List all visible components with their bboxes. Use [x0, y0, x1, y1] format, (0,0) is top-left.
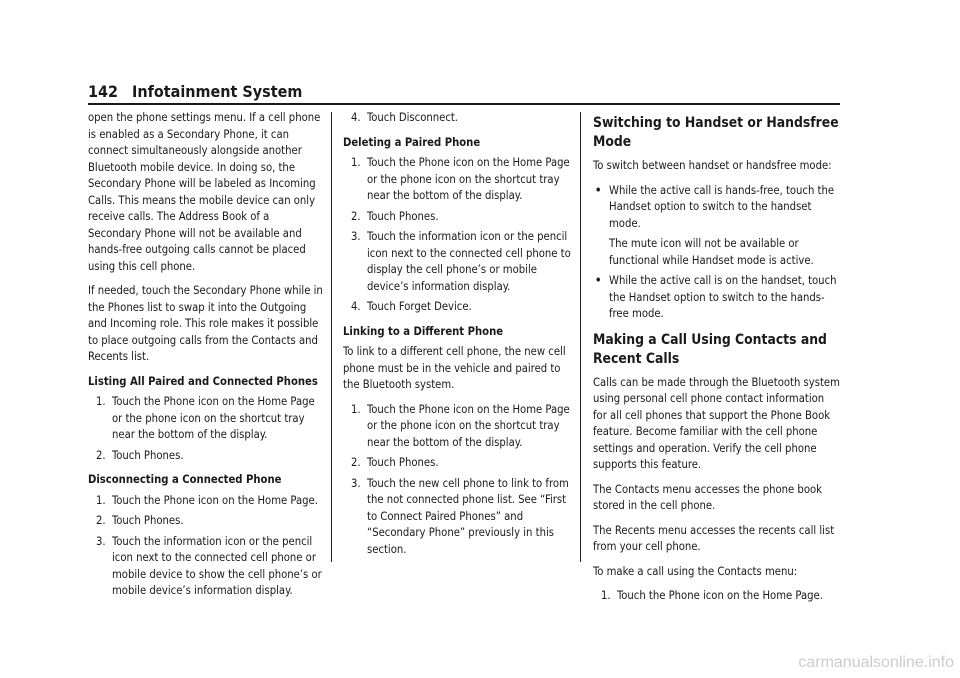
step-text: Touch the Phone icon on the Home Page.	[617, 589, 823, 602]
list-item	[343, 476, 579, 559]
step-text: Touch the new cell phone to link to from the not connected phone list. See “First to Connect Paired Phones” and “Secondary Phone” previously in this section.	[367, 476, 569, 556]
list-item	[88, 448, 324, 465]
list-item	[343, 110, 579, 127]
step-number: 1.	[351, 402, 361, 416]
step-list	[343, 110, 579, 127]
column-divider	[580, 112, 581, 562]
step-number: 1.	[96, 493, 106, 507]
step-number: 4.	[351, 300, 361, 313]
step-number: 1.	[351, 156, 361, 169]
watermark-link[interactable]: carmanualsonline.info	[798, 654, 954, 671]
paragraph: To switch between handset or handsfree mode:	[593, 159, 832, 172]
bullet-text: While the active call is hands-free, touch the Handset option to switch to the handset mode.	[609, 183, 835, 230]
section-heading: Switching to Handset or Handsfree Mode	[593, 115, 839, 150]
list-item	[343, 209, 579, 226]
step-list	[88, 493, 324, 600]
step-text: Touch Phones.	[367, 209, 439, 223]
step-text: Touch Phones.	[367, 456, 439, 469]
paragraph: To make a call using the Contacts menu:	[593, 564, 798, 578]
bullet-note: The mute icon will not be available or functional while Handset mode is active.	[609, 237, 814, 267]
list-item	[343, 299, 579, 316]
list-item	[88, 534, 324, 600]
step-number: 3.	[351, 476, 361, 490]
step-number: 3.	[351, 230, 361, 243]
paragraph: To link to a different cell phone, the new cell phone must be in the vehicle and paired to the Bluetooth system.	[343, 345, 566, 391]
step-number: 3.	[96, 534, 106, 548]
paragraph: Calls can be made through the Bluetooth system using personal cell phone contact information for all cell phones that support the Phone Book feature. Become familiar with the cell phone settings and operation. Verify the cell phone supports this feature.	[593, 375, 840, 471]
step-list	[343, 155, 579, 316]
step-number: 2.	[351, 456, 361, 469]
step-text: Touch Disconnect.	[367, 111, 459, 124]
step-text: Touch the Phone icon on the Home Page or the phone icon on the shortcut tray near the bottom of the display.	[367, 402, 570, 449]
step-text: Touch the information icon or the pencil icon next to the connected cell phone or mobile device to show the cell phone’s or mobile device’s information display.	[112, 534, 322, 597]
step-number: 2.	[96, 514, 106, 527]
bullet-list	[593, 183, 841, 323]
bullet-icon: •	[595, 183, 602, 197]
step-number: 2.	[351, 209, 361, 223]
list-item	[593, 588, 841, 605]
list-item	[593, 183, 841, 270]
step-text: Touch Phones.	[112, 448, 184, 462]
step-list	[343, 402, 579, 559]
step-text: Touch Phones.	[112, 514, 184, 527]
paragraph: The Recents menu accesses the recents call list from your cell phone.	[593, 523, 835, 553]
step-number: 4.	[351, 111, 361, 124]
step-text: Touch the Phone icon on the Home Page or the phone icon on the shortcut tray near the bottom of the display.	[367, 156, 570, 202]
step-text: Touch Forget Device.	[367, 300, 472, 313]
step-text: Touch the information icon or the pencil icon next to the connected cell phone to display the cell phone’s or mobile device’s information display.	[367, 230, 571, 293]
list-item	[88, 394, 324, 444]
bullet-icon: •	[595, 274, 602, 287]
step-text: Touch the Phone icon on the Home Page or the phone icon on the shortcut tray near the bottom of the display.	[112, 395, 315, 441]
list-item	[343, 402, 579, 452]
paragraph: The Contacts menu accesses the phone book stored in the cell phone.	[593, 482, 822, 512]
step-text: Touch the Phone icon on the Home Page.	[112, 493, 318, 507]
section-title: Infotainment System	[132, 82, 303, 101]
list-item	[88, 493, 324, 510]
list-item	[343, 229, 579, 295]
section-heading: Making a Call Using Contacts and Recent Calls	[593, 331, 827, 367]
list-item	[343, 455, 579, 472]
step-number: 1.	[601, 589, 611, 602]
column-1	[88, 110, 324, 608]
step-number: 2.	[96, 448, 106, 462]
subheading: Listing All Paired and Connected Phones	[88, 374, 318, 388]
step-number: 1.	[96, 395, 106, 408]
list-item	[343, 155, 579, 205]
step-list	[593, 588, 841, 605]
list-item	[88, 513, 324, 530]
header-rule	[88, 103, 840, 105]
column-2	[343, 110, 579, 566]
column-divider	[331, 112, 332, 562]
subheading: Deleting a Paired Phone	[343, 135, 481, 149]
paragraph: open the phone settings menu. If a cell phone is enabled as a Secondary Phone, it can connect simultaneously alongside another Bluetooth mobile device. In doing so, the Secondary Phone will be labeled as Incoming Calls. This means the mobile device can only receive calls. The Address Book of a Secondary Phone will not be available and hands-free outgoing calls cannot be placed using this cell phone.	[88, 111, 321, 273]
subheading: Linking to a Different Phone	[343, 324, 504, 338]
paragraph: If needed, touch the Secondary Phone while in the Phones list to swap it into the Outgoing and Incoming role. This role makes it possible to place outgoing calls from the Contacts and Recents list.	[88, 284, 323, 363]
step-list	[88, 394, 324, 464]
bullet-text: While the active call is on the handset, touch the Handset option to switch to the hands-free mode.	[609, 274, 837, 320]
column-3	[593, 110, 841, 613]
page-number: 142	[88, 82, 119, 101]
subheading: Disconnecting a Connected Phone	[88, 473, 282, 486]
list-item	[593, 273, 841, 323]
